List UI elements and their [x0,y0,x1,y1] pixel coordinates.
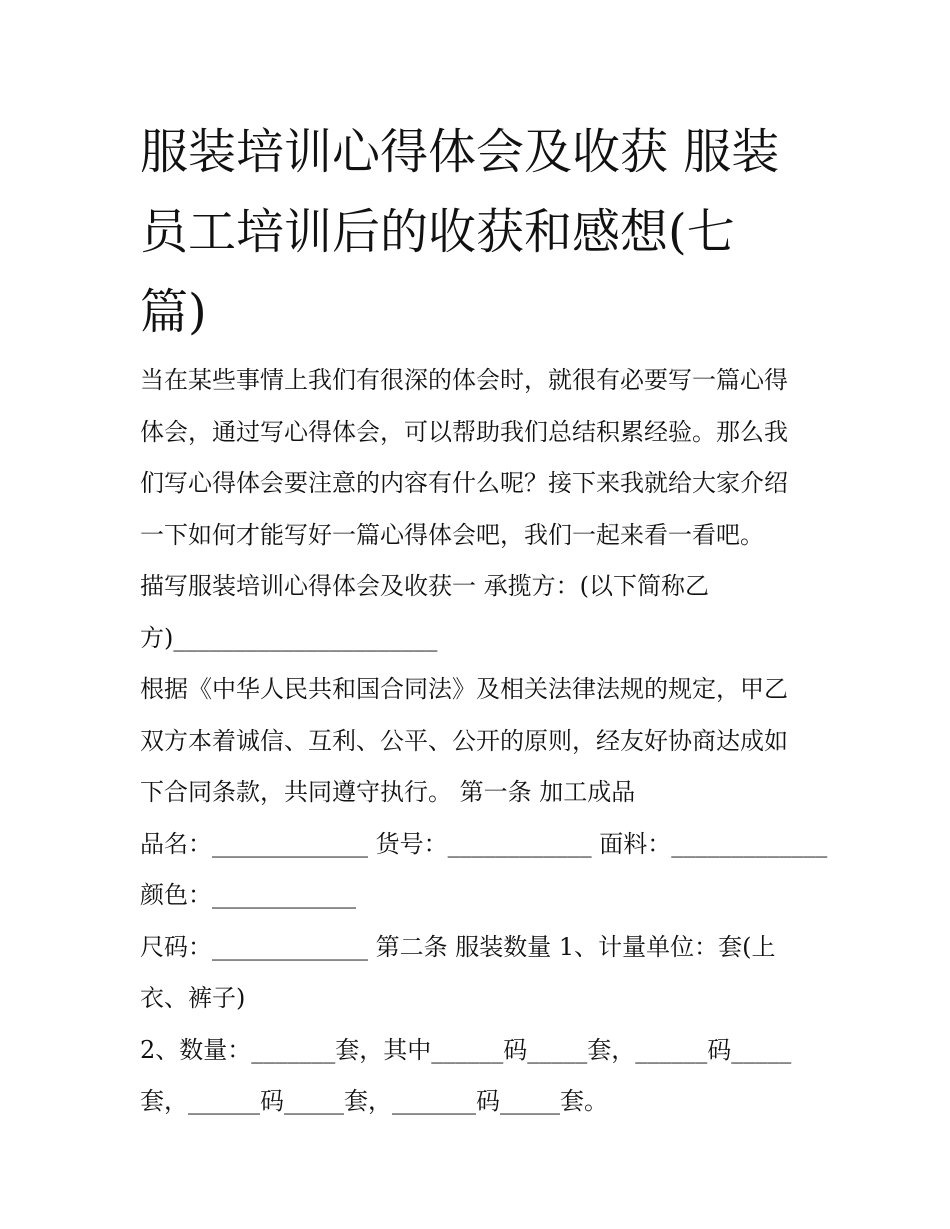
body-line: 尺码：_____________ 第二条 服装数量 1、计量单位：套(上 [140,932,776,961]
body-line: 双方本着诚信、互利、公平、公开的原则，经友好协商达成如 [140,726,788,755]
body-line: 当在某些事情上我们有很深的体会时，就很有必要写一篇心得 [140,366,788,394]
body-line: 下合同条款，共同遵守执行。 第一条 加工成品 [140,778,636,806]
body-line: 根据《中华人民共和国合同法》及相关法律法规的规定，甲乙 [140,675,788,703]
title-line: 篇) [140,284,207,340]
document-body [140,355,830,1128]
title-line: 服装培训心得体会及收获 服装 [140,124,780,180]
body-line: 体会，通过写心得体会，可以帮助我们总结积累经验。那么我 [140,417,788,446]
body-line: 衣、裤子) [140,984,246,1012]
body-line: 套，______码_____套，_______码_____套。 [140,1087,608,1115]
title-line: 员工培训后的收获和感想(七 [140,204,735,260]
document-title [140,112,820,352]
body-line: 方)______________________ [140,623,438,652]
body-line: 一下如何才能写好一篇心得体会吧，我们一起来看一看吧。 [140,520,764,549]
body-line: 颜色：____________ [140,881,356,909]
body-line: 品名：_____________ 货号：____________ 面料：_____________ [140,829,828,858]
body-line: 们写心得体会要注意的内容有什么呢？接下来我就给大家介绍 [140,469,788,497]
body-line: 2、数量：_______套，其中______码_____套，______码_____ [140,1035,792,1064]
body-line: 描写服装培训心得体会及收获一 承揽方：(以下简称乙 [140,572,709,600]
